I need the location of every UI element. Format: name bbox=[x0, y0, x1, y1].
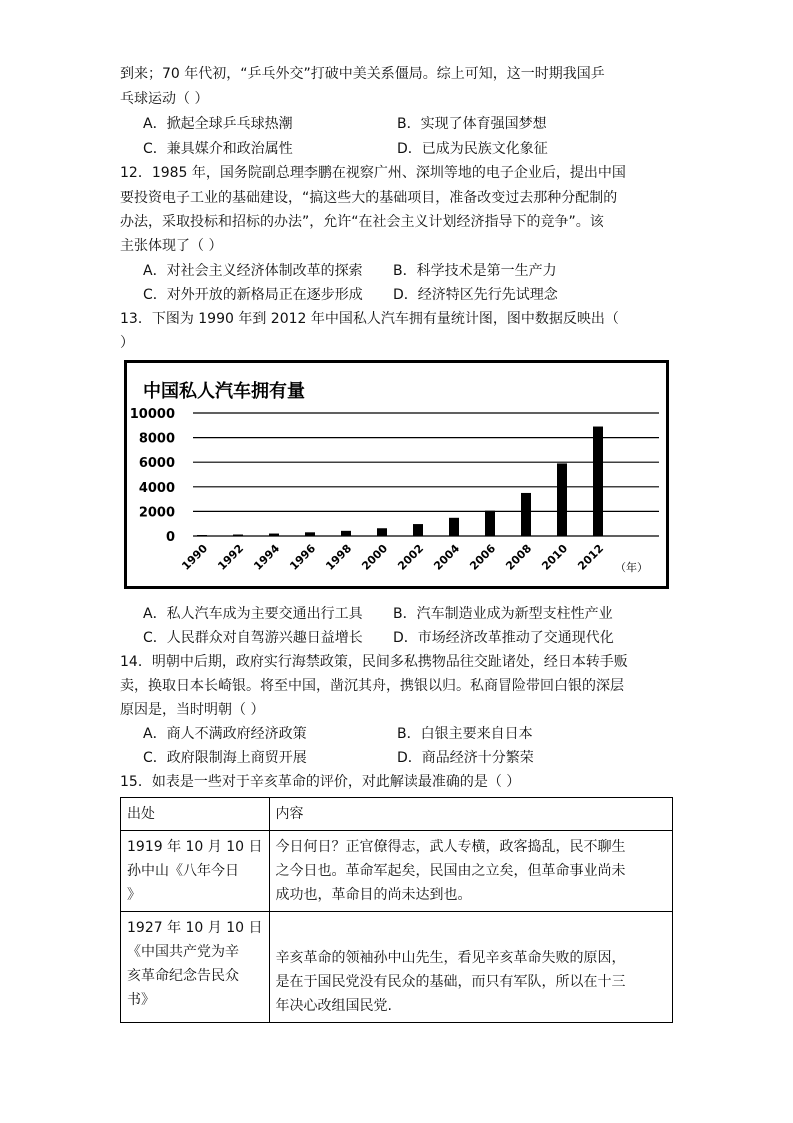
q12-option-a[interactable]: A．对社会主义经济体制改革的探索 bbox=[143, 263, 363, 279]
row-1-content-line: 之今日也。革命军起矣，民国由之立矣，但革命事业尚未 bbox=[275, 863, 626, 879]
q12-line-2: 要投资电子工业的基础建设，“搞这些大的基础项目，准备改变过去那种分配制的 bbox=[120, 190, 618, 206]
row-1-source bbox=[121, 831, 270, 912]
bar-2000 bbox=[377, 528, 387, 536]
y-axis-ticks bbox=[130, 407, 175, 545]
x-tick-label: 2012 bbox=[575, 541, 607, 573]
row-1-content-line: 成功也，革命目的尚未达到也。 bbox=[275, 887, 472, 903]
car-ownership-chart bbox=[124, 360, 669, 589]
x-tick-label: 2006 bbox=[467, 541, 499, 573]
q14-option-d[interactable]: D．商品经济十分繁荣 bbox=[397, 750, 534, 766]
q12-line-4: 主张体现了（ ） bbox=[120, 238, 223, 254]
row-1-content bbox=[269, 831, 672, 912]
y-tick-label: 2000 bbox=[138, 505, 175, 521]
q13-option-d[interactable]: D．市场经济改革推动了交通现代化 bbox=[393, 630, 614, 646]
q14-option-c[interactable]: C．政府限制海上商贸开展 bbox=[143, 750, 307, 766]
bar-1994 bbox=[269, 534, 279, 536]
q13-option-c[interactable]: C．人民群众对自驾游兴趣日益增长 bbox=[143, 630, 363, 646]
row-2-content-line: 年决心改组国民党. bbox=[275, 998, 392, 1014]
row-2-content-line: 是在于国民党没有民众的基础，而只有军队，所以在十三 bbox=[275, 974, 626, 990]
x-tick-label: 2004 bbox=[431, 541, 463, 573]
row-1-source-line: 1919 年 10 月 10 日 bbox=[127, 839, 263, 855]
bar-2010 bbox=[557, 463, 567, 536]
q15-evaluation-table bbox=[120, 797, 673, 1023]
bar-1996 bbox=[305, 532, 315, 536]
bar-2008 bbox=[521, 493, 531, 536]
chart-title: 中国私人汽车拥有量 bbox=[143, 381, 305, 402]
row-1-source-line: 》 bbox=[127, 887, 141, 903]
bar-2004 bbox=[449, 518, 459, 536]
chart-grid bbox=[193, 413, 659, 536]
row-1-source-line: 孙中山《八年今日 bbox=[127, 863, 239, 879]
q11-option-b[interactable]: B．实现了体育强国梦想 bbox=[397, 116, 547, 132]
row-2-source-line: 书》 bbox=[127, 992, 155, 1008]
row-2-source bbox=[121, 912, 270, 1023]
q11-line-1: 到来；70 年代初，“乒乓外交”打破中美关系僵局。综上可知，这一时期我国乒 bbox=[120, 66, 605, 82]
y-tick-label: 0 bbox=[165, 530, 175, 545]
q12-line-1: 12．1985 年，国务院副总理李鹏在视察广州、深圳等地的电子企业后，提出中国 bbox=[120, 165, 626, 181]
table-row bbox=[121, 831, 673, 912]
y-tick-label: 4000 bbox=[138, 480, 175, 496]
y-tick-label: 10000 bbox=[129, 407, 175, 422]
x-tick-label: 1996 bbox=[287, 541, 319, 573]
row-2-content-line: 辛亥革命的领袖孙中山先生，看见辛亥革命失败的原因， bbox=[275, 950, 626, 966]
bar-2012 bbox=[593, 427, 603, 536]
q11-option-d[interactable]: D．已成为民族文化象征 bbox=[397, 141, 548, 157]
row-2-source-line: 《中国共产党为辛 bbox=[127, 944, 239, 960]
table-row bbox=[121, 912, 673, 1023]
bar-2002 bbox=[413, 524, 423, 536]
x-tick-label: 2010 bbox=[539, 541, 571, 573]
q11-option-a[interactable]: A．掀起全球乒乓球热潮 bbox=[143, 116, 293, 132]
row-2-source-line: 亥革命纪念告民众 bbox=[127, 968, 239, 984]
x-tick-label: 1990 bbox=[179, 541, 211, 573]
x-axis-ticks bbox=[179, 542, 606, 573]
bar-1990 bbox=[197, 535, 207, 536]
y-tick-label: 6000 bbox=[138, 456, 175, 472]
q13-option-b[interactable]: B．汽车制造业成为新型支柱性产业 bbox=[393, 606, 613, 622]
chart-bars bbox=[197, 427, 603, 536]
q15-stem: 15．如表是一些对于辛亥革命的评价，对此解读最准确的是（ ） bbox=[120, 774, 521, 790]
q14-line-3: 原因是，当时明朝（ ） bbox=[120, 702, 265, 718]
row-2-content bbox=[269, 912, 672, 1023]
table-header-row bbox=[121, 798, 673, 831]
bar-1992 bbox=[233, 535, 243, 536]
x-tick-label: 1998 bbox=[323, 541, 355, 573]
q14-line-2: 卖，换取日本长崎银。将至中国，凿沉其舟，携银以归。私商冒险带回白银的深层 bbox=[120, 678, 624, 694]
q14-line-1: 14．明朝中后期，政府实行海禁政策，民间多私携物品往交趾诸处，经日本转手贩 bbox=[120, 654, 628, 670]
x-axis-unit-label: （年） bbox=[615, 561, 648, 574]
x-tick-label: 2002 bbox=[395, 541, 427, 573]
row-2-source-line: 1927 年 10 月 10 日 bbox=[127, 920, 263, 936]
bar-1998 bbox=[341, 531, 351, 536]
y-tick-label: 8000 bbox=[138, 431, 175, 447]
bar-2006 bbox=[485, 511, 495, 536]
row-1-content-line: 今日何日？正官僚得志，武人专横，政客捣乱，民不聊生 bbox=[275, 839, 626, 855]
q13-line-2: ） bbox=[120, 335, 134, 351]
q12-option-b[interactable]: B．科学技术是第一生产力 bbox=[393, 263, 557, 279]
q14-option-a[interactable]: A．商人不满政府经济政策 bbox=[143, 726, 307, 742]
x-tick-label: 1994 bbox=[251, 541, 283, 573]
x-tick-label: 1992 bbox=[215, 541, 247, 573]
q12-line-3: 办法，采取投标和招标的办法”，允许“在社会主义计划经济指导下的竞争”。该 bbox=[120, 214, 604, 230]
q12-option-c[interactable]: C．对外开放的新格局正在逐步形成 bbox=[143, 287, 363, 303]
header-content: 内容 bbox=[269, 798, 672, 831]
q13-option-a[interactable]: A．私人汽车成为主要交通出行工具 bbox=[143, 606, 363, 622]
q12-option-d[interactable]: D．经济特区先行先试理念 bbox=[393, 287, 558, 303]
x-tick-label: 2008 bbox=[503, 541, 535, 573]
q11-option-c[interactable]: C．兼具媒介和政治属性 bbox=[143, 141, 293, 157]
q11-line-2: 乓球运动（ ） bbox=[120, 91, 209, 107]
x-tick-label: 2000 bbox=[359, 541, 391, 573]
chart-svg bbox=[127, 363, 666, 586]
header-source: 出处 bbox=[121, 798, 270, 831]
q13-line-1: 13．下图为 1990 年到 2012 年中国私人汽车拥有量统计图，图中数据反映出（ bbox=[120, 311, 619, 327]
q14-option-b[interactable]: B．白银主要来自日本 bbox=[397, 726, 533, 742]
